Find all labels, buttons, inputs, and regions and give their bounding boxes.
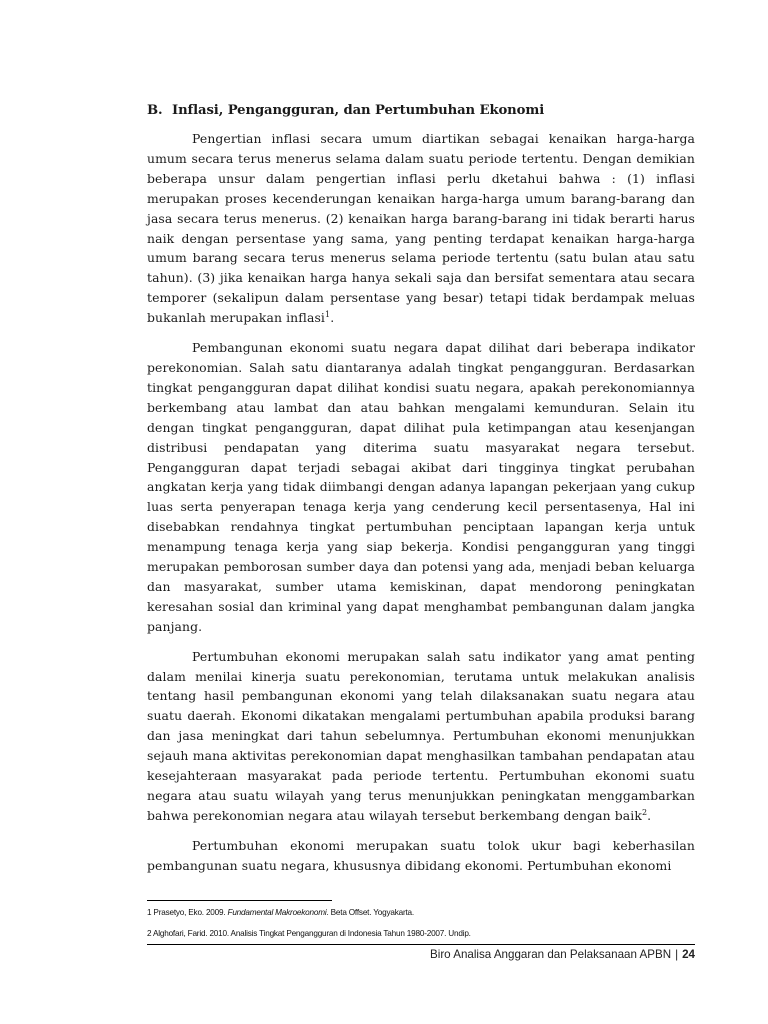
paragraph-text: Pertumbuhan ekonomi merupakan suatu tolok ukur bagi keberhasilan pembangunan suatu negara, khususnya dibidang ekonomi. Pertumbuhan ekonomi bbox=[147, 837, 695, 873]
footnote-ref: 1 bbox=[324, 310, 331, 320]
paragraph-tail: . bbox=[647, 807, 652, 823]
footer-separator: | bbox=[675, 948, 679, 961]
footer-divider bbox=[147, 944, 695, 945]
footnote-text: 2 Alghofari, Farid. 2010. Analisis Tingkat Pengangguran di Indonesia Tahun 1980-2007. Undip. bbox=[147, 929, 471, 938]
paragraph-unemployment bbox=[147, 338, 695, 637]
section-heading bbox=[147, 101, 695, 121]
paragraph-growth bbox=[147, 647, 695, 826]
footnote-2 bbox=[147, 929, 471, 938]
section-number: B. bbox=[147, 103, 163, 118]
page-number: 24 bbox=[682, 948, 695, 961]
footnote-text: 1 Prasetyo, Eko. 2009. bbox=[147, 908, 228, 917]
section-title: Inflasi, Pengangguran, dan Pertumbuhan Ekonomi bbox=[172, 103, 545, 118]
footnote-1 bbox=[147, 908, 414, 917]
paragraph-growth-measure bbox=[147, 836, 695, 876]
paragraph-text: Pertumbuhan ekonomi merupakan salah satu indikator yang amat penting dalam menilai kinerja suatu perekonomian, terutama untuk melakukan analisis tentang hasil pembangunan ekonomi yang telah dilaksanakan suatu negara atau suatu daerah. Ekonomi dikatakan mengalami pertumbuhan apabila produksi barang dan jasa meningkat dari tahun sebelumnya. Pertumbuhan ekonomi menunjukkan sejauh mana aktivitas perekonomian dapat menghasilkan tambahan pendapatan atau kesejahteraan masyarakat pada periode tertentu. Pertumbuhan ekonomi suatu negara atau suatu wilayah yang terus menunjukkan peningkatan menggambarkan bahwa perekonomian negara atau wilayah tersebut berkembang dengan baik bbox=[147, 648, 695, 823]
paragraph-text: Pengertian inflasi secara umum diartikan sebagai kenaikan harga-harga umum secara terus menerus selama dalam suatu periode tertentu. Dengan demikian beberapa unsur dalam pengertian inflasi perlu dketahui bahwa : (1) inflasi merupakan proses kecenderungan kenaikan harga-harga umum barang-barang dan jasa secara terus menerus. (2) kenaikan harga barang-barang ini tidak berarti harus naik dengan persentase yang sama, yang penting terdapat kenaikan harga-harga umum barang secara terus menerus selama periode tertentu (satu bulan atau satu tahun). (3) jika kenaikan harga hanya sekali saja dan bersifat sementara atau secara temporer (sekalipun dalam persentase yang besar) tetapi tidak berdampak meluas bukanlah merupakan inflasi bbox=[147, 131, 695, 326]
document-body bbox=[147, 101, 695, 886]
paragraph-inflation bbox=[147, 129, 695, 328]
paragraph-tail: . bbox=[330, 310, 335, 326]
footnote-ref: 2 bbox=[641, 807, 648, 817]
paragraph-text: Pembangunan ekonomi suatu negara dapat dilihat dari beberapa indikator perekonomian. Salah satu diantaranya adalah tingkat pengangguran. Berdasarkan tingkat pengangguran dapat dilihat kondisi suatu negara, apakah perekonomiannya berkembang atau lambat dan atau bahkan mengalami kemunduran. Selain itu dengan tingkat pengangguran, dapat dilihat pula ketimpangan atau kesenjangan distribusi pendapatan yang diterima suatu masyarakat negara tersebut. Pengangguran dapat terjadi sebagai akibat dari tingginya tingkat perubahan angkatan kerja yang tidak diimbangi dengan adanya lapangan pekerjaan yang cukup luas serta penyerapan tenaga kerja yang cenderung kecil persentasenya, Hal ini disebabkan rendahnya tingkat pertumbuhan penciptaan lapangan kerja untuk menampung tenaga kerja yang siap bekerja. Kondisi pengangguran yang tinggi merupakan pemborosan sumber daya dan potensi yang ada, menjadi beban keluarga dan masyarakat, sumber utama kemiskinan, dapat mendorong peningkatan keresahan sosial dan kriminal yang dapat menghambat pembangunan dalam jangka panjang. bbox=[147, 340, 695, 634]
footnote-book-title: Fundamental Makroekonomi bbox=[227, 908, 327, 917]
footnote-text: . Beta Offset. Yogyakarta. bbox=[326, 908, 414, 917]
page-footer bbox=[430, 948, 695, 961]
footnote-divider bbox=[147, 900, 332, 901]
footer-publisher: Biro Analisa Anggaran dan Pelaksanaan APBN bbox=[430, 948, 672, 961]
